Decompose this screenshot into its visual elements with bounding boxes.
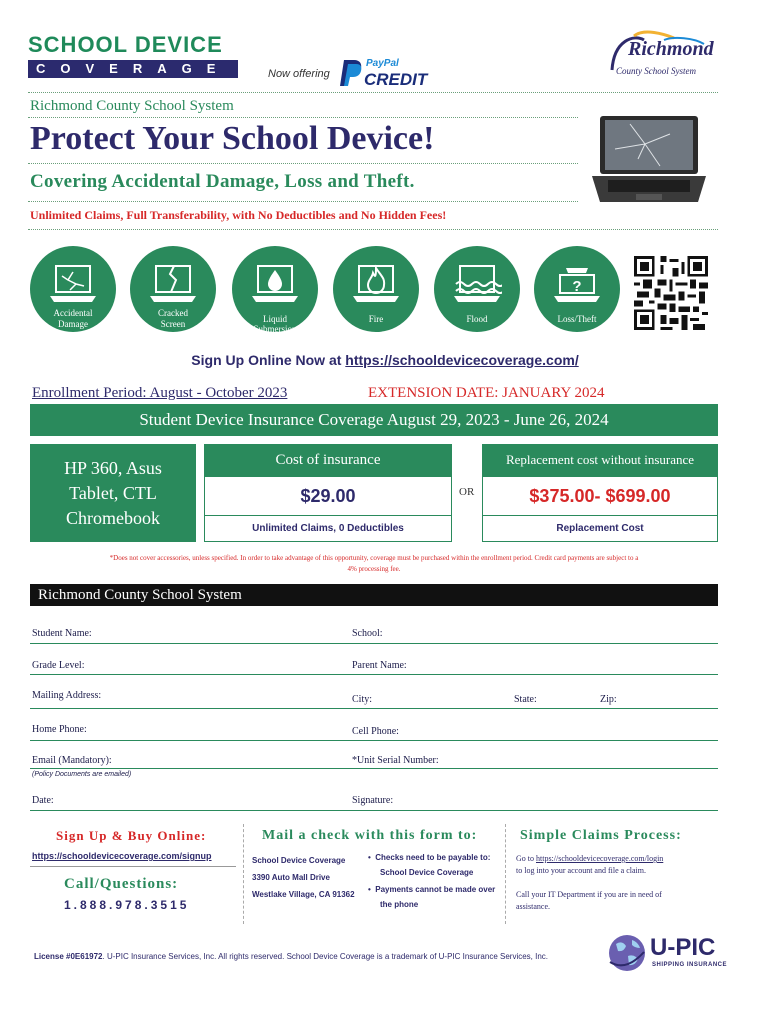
icon-label: Flood: [466, 314, 488, 324]
mail-address: [252, 852, 355, 903]
address-line: Westlake Village, CA 91362: [252, 890, 355, 899]
upic-logo-subtext: SHIPPING INSURANCE: [652, 962, 728, 968]
signup-heading: Sign Up & Buy Online:: [56, 828, 207, 843]
disclaimer: [30, 553, 718, 575]
payment-note: Payments cannot be made over: [375, 885, 496, 894]
fire-icon: [351, 264, 401, 308]
icon-label: Submersion: [253, 324, 297, 334]
disclaimer-line: *Does not cover accessories, unless specified. In order to take advantage of this opportunity, coverage must be purchased within the enrollment period. Credit card payments are subject to a: [109, 554, 639, 562]
divider: [28, 201, 578, 202]
license-body: . U-PIC Insurance Services, Inc. All rights reserved. School Device Coverage is a trademark of U-PIC Insurance Services, Inc.: [102, 952, 549, 961]
phone-number[interactable]: 1.888.978.3515: [64, 898, 190, 912]
payment-note: the phone: [380, 900, 419, 909]
divider: [28, 163, 578, 164]
date-label: Date:: [32, 795, 54, 806]
paypal-logo-icon: [338, 58, 364, 88]
insurance-cost-header: Cost of insurance: [205, 445, 451, 477]
signup-link[interactable]: https://schooldevicecoverage.com/signup: [32, 851, 212, 861]
replacement-cost-header: Replacement cost without insurance: [483, 445, 717, 477]
date-signature-input-line[interactable]: [30, 810, 718, 811]
email-serial-input-line[interactable]: [30, 768, 718, 769]
claims-heading: Simple Claims Process:: [520, 828, 682, 843]
claims-login-link[interactable]: https://schooldevicecoverage.com/login: [536, 854, 664, 863]
divider: [30, 866, 236, 867]
signature-label: Signature:: [352, 795, 394, 806]
parent-name-label: Parent Name:: [352, 660, 407, 671]
brand-logo-line1: SCHOOL DEVICE: [28, 32, 223, 57]
city-label: City:: [352, 694, 373, 705]
replacement-note: Replacement Cost: [483, 515, 717, 542]
claims-text-part: Go to: [516, 854, 536, 863]
claims-text-part: assistance.: [516, 902, 550, 911]
claims-text: [516, 853, 722, 913]
district-logo-subtext: County School System: [616, 66, 696, 76]
state-label: State:: [514, 694, 537, 705]
district-logo-text: Richmond: [628, 38, 714, 60]
email-note: (Policy Documents are emailed): [32, 771, 132, 778]
icon-label: Loss/Theft: [557, 314, 597, 324]
icon-label: Cracked: [158, 308, 188, 318]
address-input-line[interactable]: [30, 708, 718, 709]
paypal-wordmark: PayPal: [366, 58, 399, 69]
license-number: License #0E61972: [34, 952, 103, 961]
brand-logo-line2: COVERAGE: [28, 60, 238, 78]
flood-icon: [452, 264, 502, 308]
icon-label: Accidental: [53, 308, 93, 318]
or-separator: OR: [459, 486, 475, 498]
icon-label: Screen: [160, 319, 186, 329]
signup-prefix: Sign Up Online Now at: [191, 352, 346, 368]
column-divider: [243, 824, 244, 924]
device-line: HP 360, Asus: [64, 458, 162, 478]
coverage-liquid-submersion: [232, 246, 318, 332]
icon-label: Fire: [368, 314, 384, 324]
replacement-price: $375.00- $699.00: [529, 486, 671, 506]
home-phone-label: Home Phone:: [32, 724, 87, 735]
bullet-icon: •: [368, 885, 376, 894]
insurance-cost-box: [204, 444, 452, 542]
tagline: Unlimited Claims, Full Transferability, with No Deductibles and No Hidden Fees!: [30, 208, 447, 222]
payment-notes: [368, 850, 495, 912]
page-subtitle: Covering Accidental Damage, Loss and Theft.: [30, 171, 415, 192]
mailing-address-label: Mailing Address:: [32, 690, 102, 701]
upic-logo-text: U-PIC: [650, 934, 716, 961]
signup-url-link[interactable]: https://schooldevicecoverage.com/: [345, 352, 579, 368]
divider: [28, 117, 578, 118]
payment-note: School Device Coverage: [380, 868, 474, 877]
device-line: Chromebook: [66, 508, 160, 528]
mail-heading: Mail a check with this form to:: [262, 828, 478, 843]
serial-number-label: *Unit Serial Number:: [352, 755, 439, 766]
signup-banner: [0, 352, 770, 368]
coverage-fire: [333, 246, 419, 332]
page-title: Protect Your School Device!: [30, 120, 435, 157]
divider: [28, 229, 718, 230]
device-list: [30, 444, 196, 542]
district-name: Richmond County School System: [30, 98, 234, 114]
insurance-price: $29.00: [300, 486, 356, 506]
call-heading: Call/Questions:: [64, 876, 179, 892]
divider: [28, 92, 718, 93]
coverage-cracked-screen: [130, 246, 216, 332]
phone-input-line[interactable]: [30, 740, 718, 741]
form-title-bar: Richmond County School System: [30, 584, 718, 606]
student-school-input-line[interactable]: [30, 643, 718, 644]
svg-text:?: ?: [572, 278, 582, 295]
now-offering-text: Now offering: [268, 68, 330, 80]
grade-parent-input-line[interactable]: [30, 674, 718, 675]
replacement-cost-box: [482, 444, 718, 542]
extension-date: EXTENSION DATE: JANUARY 2024: [368, 385, 605, 401]
license-text: [34, 952, 548, 961]
theft-icon: [552, 264, 602, 308]
coverage-accidental-damage: [30, 246, 116, 332]
zip-label: Zip:: [600, 694, 617, 705]
enrollment-period: Enrollment Period: August - October 2023: [32, 385, 288, 401]
claims-text-part: Call your IT Department if you are in need of: [516, 890, 662, 899]
insurance-note: Unlimited Claims, 0 Deductibles: [205, 515, 451, 542]
cell-phone-label: Cell Phone:: [352, 726, 399, 737]
bullet-icon: •: [368, 853, 376, 862]
claims-text-part: to log into your account and file a claim.: [516, 866, 646, 875]
coverage-period-bar: Student Device Insurance Coverage August 29, 2023 - June 26, 2024: [30, 404, 718, 436]
column-divider: [505, 824, 506, 924]
device-line: Tablet, CTL: [69, 483, 157, 503]
paypal-credit-wordmark: CREDIT: [364, 70, 428, 89]
icon-label: Liquid: [263, 314, 287, 324]
student-name-label: Student Name:: [32, 628, 92, 639]
icon-label: Damage: [58, 319, 88, 329]
water-drop-icon: [250, 264, 300, 308]
address-line: School Device Coverage: [252, 856, 346, 865]
qr-code-icon[interactable]: [634, 256, 708, 330]
cracked-screen-icon: [148, 264, 198, 308]
disclaimer-line: 4% processing fee.: [347, 565, 401, 573]
coverage-flood: [434, 246, 520, 332]
globe-logo-icon: [606, 932, 648, 974]
payment-note: Checks need to be payable to:: [375, 853, 491, 862]
school-label: School:: [352, 628, 383, 639]
broken-laptop-image: [590, 114, 708, 204]
coverage-loss-theft: [534, 246, 620, 332]
grade-level-label: Grade Level:: [32, 660, 85, 671]
address-line: 3390 Auto Mall Drive: [252, 873, 330, 882]
cracked-laptop-icon: [48, 264, 98, 308]
email-label: Email (Mandatory):: [32, 755, 112, 766]
